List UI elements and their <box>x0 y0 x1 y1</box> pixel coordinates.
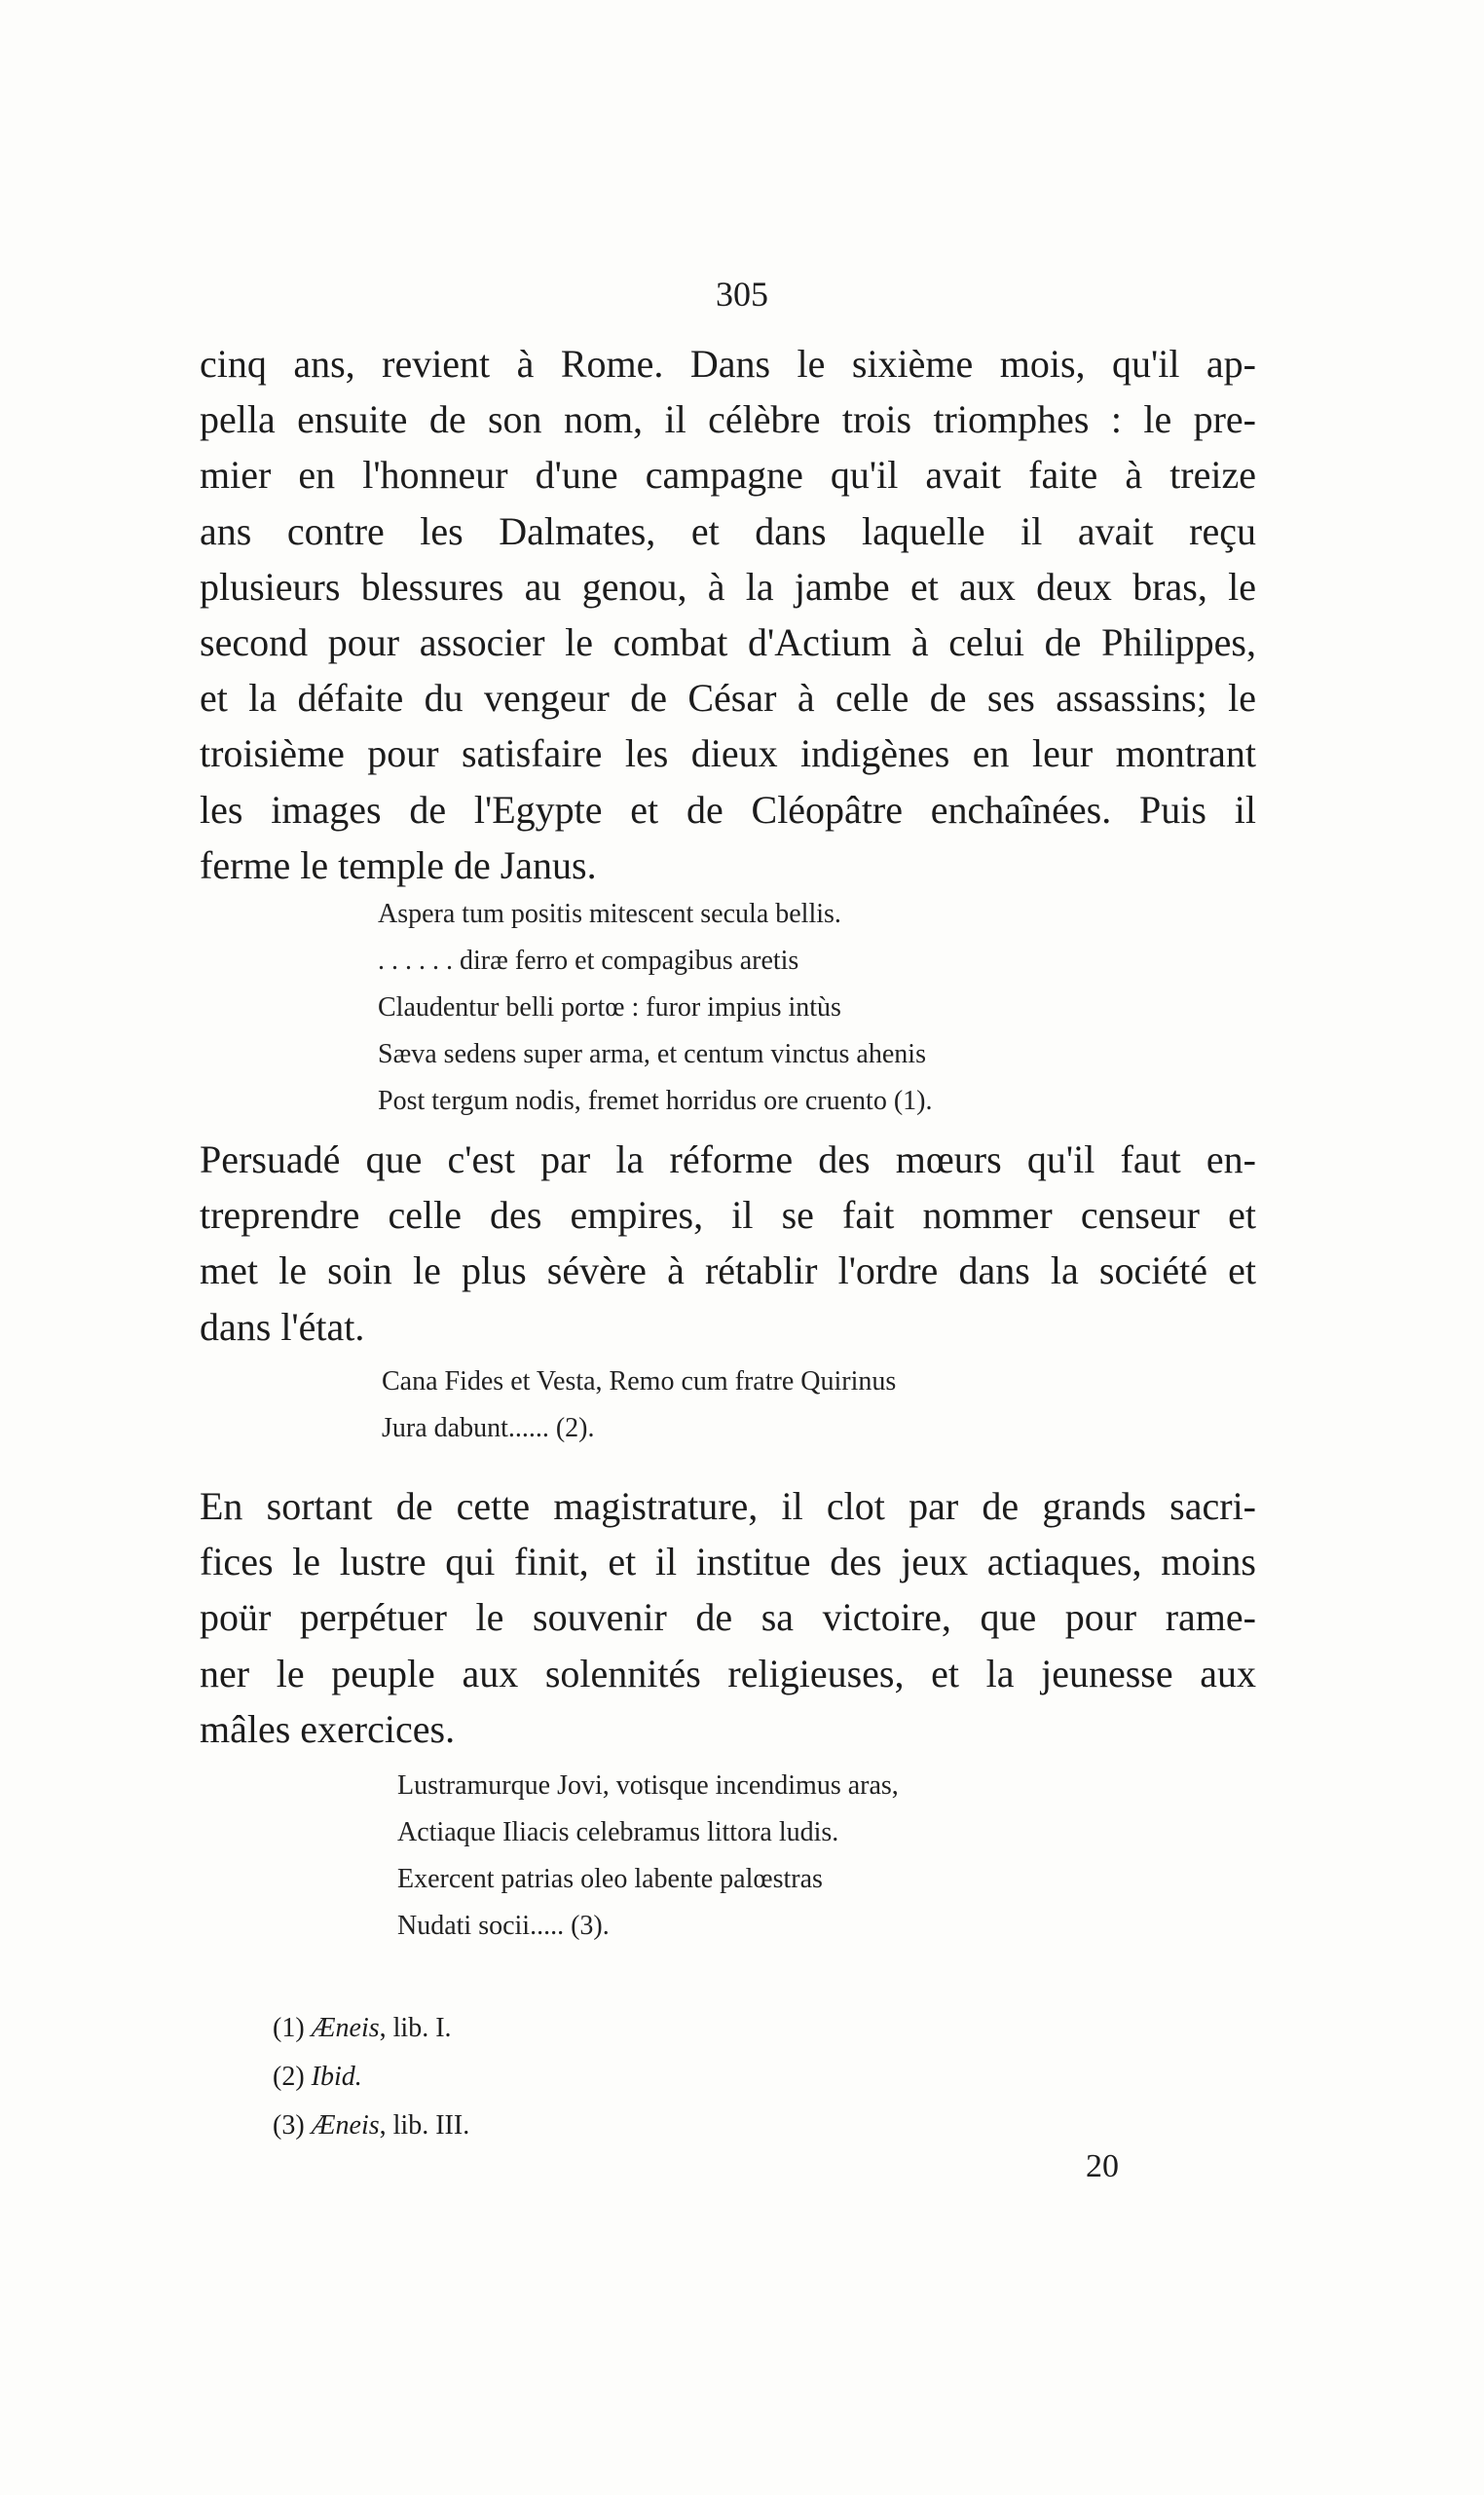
text-line: dans l'état. <box>200 1304 365 1349</box>
text-line: cinq ans, revient à Rome. Dans le sixième mois, qu'il ap- <box>200 342 1256 386</box>
text-line: et la défaite du vengeur de César à celle de ses assassins; le <box>200 676 1256 721</box>
text-line: met le soin le plus sévère à rétablir l'ordre dans la société et <box>200 1248 1256 1293</box>
verse-line: Nudati socii..... (3). <box>397 1911 610 1941</box>
footnote: (3) Æneis, lib. III. <box>273 2110 470 2141</box>
verse-quote-3 <box>397 1763 899 1950</box>
footnote: (2) Ibid. <box>273 2062 362 2092</box>
text-line: second pour associer le combat d'Actium à celui de Philippes, <box>200 620 1256 665</box>
text-line: ans contre les Dalmates, et dans laquelle il avait reçu <box>200 508 1256 553</box>
text-line: ner le peuple aux solennités religieuses, et la jeunesse aux <box>200 1651 1256 1695</box>
text-line: plusieurs blessures au genou, à la jambe et aux deux bras, le <box>200 564 1256 609</box>
paragraph-3 <box>200 1478 1256 1757</box>
verse-quote-2 <box>382 1359 896 1452</box>
verse-line: Claudentur belli portœ : furor impius intùs <box>378 992 841 1023</box>
paragraph-2 <box>200 1132 1256 1355</box>
text-line: treprendre celle des empires, il se fait nommer censeur et <box>200 1193 1256 1238</box>
text-line: les images de l'Egypte et de Cléopâtre enchaînées. Puis il <box>200 787 1256 832</box>
text-line: En sortant de cette magistrature, il clot par de grands sacri- <box>200 1484 1256 1528</box>
verse-line: Post tergum nodis, fremet horridus ore cruento (1). <box>378 1086 933 1116</box>
verse-line: Aspera tum positis mitescent secula bellis. <box>378 899 841 929</box>
page-number: 305 <box>716 275 768 314</box>
signature-mark: 20 <box>1086 2148 1119 2184</box>
text-line: troisième pour satisfaire les dieux indigènes en leur montrant <box>200 731 1256 776</box>
footnote: (1) Æneis, lib. I. <box>273 2013 452 2043</box>
verse-line: Sæva sedens super arma, et centum vinctus ahenis <box>378 1039 926 1069</box>
verse-quote-1 <box>378 891 932 1125</box>
text-line: poür perpétuer le souvenir de sa victoire, que pour rame- <box>200 1595 1256 1640</box>
text-line: pella ensuite de son nom, il célèbre trois triomphes : le pre- <box>200 397 1256 442</box>
footnotes <box>273 2004 469 2150</box>
text-line: fices le lustre qui finit, et il institue des jeux actiaques, moins <box>200 1540 1256 1584</box>
verse-line: . . . . . . diræ ferro et compagibus aretis <box>378 946 799 976</box>
paragraph-1 <box>200 336 1256 893</box>
verse-line: Exercent patrias oleo labente palœstras <box>397 1864 823 1894</box>
text-line: mâles exercices. <box>200 1706 456 1751</box>
verse-line: Actiaque Iliacis celebramus littora ludis. <box>397 1817 839 1847</box>
text-line: ferme le temple de Janus. <box>200 842 597 887</box>
text-line: mier en l'honneur d'une campagne qu'il avait faite à treize <box>200 453 1256 498</box>
verse-line: Lustramurque Jovi, votisque incendimus aras, <box>397 1770 899 1801</box>
verse-line: Cana Fides et Vesta, Remo cum fratre Quirinus <box>382 1366 897 1396</box>
text-line: Persuadé que c'est par la réforme des mœurs qu'il faut en- <box>200 1137 1256 1181</box>
verse-line: Jura dabunt...... (2). <box>382 1413 595 1443</box>
